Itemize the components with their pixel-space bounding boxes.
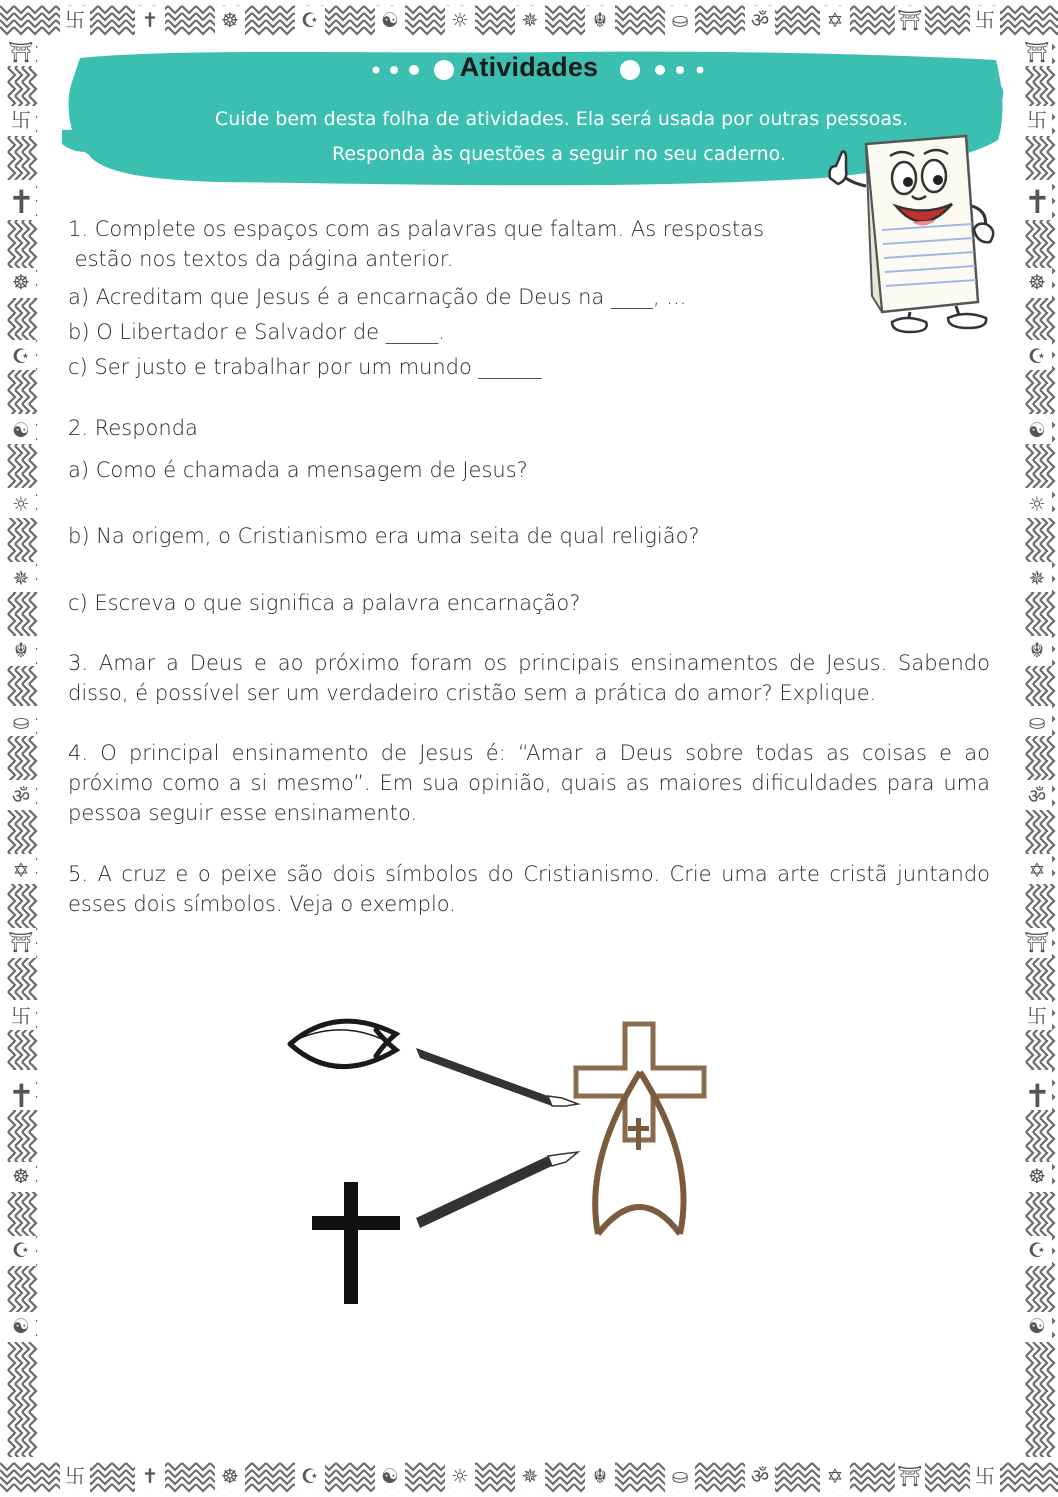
question-2c: c) Escreva o que significa a palavra encarnação? <box>68 591 581 615</box>
dharma-wheel-icon: ☸ <box>12 1164 30 1188</box>
question-1c: c) Ser justo e trabalhar por um mundo ______ <box>68 355 542 379</box>
torii-icon: ⛩ <box>8 930 34 954</box>
star-crescent-icon: ☪ <box>301 8 319 32</box>
dharma-wheel-icon: ☸ <box>221 8 239 32</box>
star-crescent-icon: ☪ <box>12 344 30 368</box>
star-crescent-icon: ☪ <box>12 1238 30 1262</box>
yin-yang-icon: ☯ <box>381 1464 399 1488</box>
sun-icon: ☼ <box>451 1464 469 1488</box>
question-1-line1: 1. Complete os espaços com as palavras que faltam. As respostas <box>68 217 765 241</box>
swastika-icon: 卐 <box>65 8 85 32</box>
turtle-icon: ⛀ <box>1028 710 1046 734</box>
swastika-icon: 卐 <box>1027 108 1047 132</box>
khanda-icon: ☬ <box>592 1464 608 1488</box>
yin-yang-icon: ☯ <box>1028 418 1046 442</box>
dharma-wheel-icon: ☸ <box>1028 1164 1046 1188</box>
arrow-fish-to-art-icon <box>416 1048 578 1106</box>
yin-yang-icon: ☯ <box>12 418 30 442</box>
swastika-icon: 卐 <box>65 1464 85 1488</box>
torii-icon: ⛩ <box>1024 40 1050 64</box>
star-icon: ✵ <box>521 1464 539 1488</box>
khanda-icon: ☬ <box>1029 638 1045 662</box>
question-1-prompt <box>68 214 808 274</box>
om-icon: ॐ <box>750 1464 770 1488</box>
star-of-david-icon: ✡ <box>826 1464 844 1488</box>
torii-icon: ⛩ <box>897 1464 923 1488</box>
khanda-icon: ☬ <box>13 638 29 662</box>
turtle-icon: ⛀ <box>671 8 689 32</box>
yin-yang-icon: ☯ <box>12 1314 30 1338</box>
cross-fish-art-icon <box>576 1024 704 1234</box>
star-crescent-icon: ☪ <box>1028 1238 1046 1262</box>
star-of-david-icon: ✡ <box>826 8 844 32</box>
question-2a: a) Como é chamada a mensagem de Jesus? <box>68 458 528 482</box>
latin-cross-icon: ✝ <box>8 1077 35 1115</box>
star-icon: ✵ <box>1028 566 1046 590</box>
latin-cross-icon: ✝ <box>8 183 35 221</box>
banner-instruction-2: Responda às questões a seguir no seu caderno. <box>332 143 786 165</box>
om-icon: ॐ <box>1027 784 1047 808</box>
star-of-david-icon: ✡ <box>12 858 30 882</box>
dharma-wheel-icon: ☸ <box>221 1464 239 1488</box>
swastika-icon: 卐 <box>11 1004 31 1028</box>
turtle-icon: ⛀ <box>12 710 30 734</box>
swastika-icon: 卐 <box>975 1464 995 1488</box>
swastika-icon: 卐 <box>1027 1004 1047 1028</box>
question-3: 3. Amar a Deus e ao próximo foram os principais ensinamentos de Jesus. Sabendo disso, é possível ser um verdadeiro cristão sem a prática do amor? Explique. <box>68 651 990 705</box>
torii-icon: ⛩ <box>1024 930 1050 954</box>
om-icon: ॐ <box>750 8 770 32</box>
star-of-david-icon: ✡ <box>1028 858 1046 882</box>
yin-yang-icon: ☯ <box>381 8 399 32</box>
arrow-cross-to-art-icon <box>416 1152 578 1228</box>
christian-art-example <box>280 1010 720 1320</box>
dharma-wheel-icon: ☸ <box>1028 270 1046 294</box>
yin-yang-icon: ☯ <box>1028 1314 1046 1338</box>
latin-cross-icon: ✝ <box>141 1464 159 1488</box>
swastika-icon: 卐 <box>11 108 31 132</box>
latin-cross-icon: ✝ <box>141 8 159 32</box>
question-5: 5. A cruz e o peixe são dois símbolos do Cristianismo. Crie uma arte cristã juntando esses dois símbolos. Veja o exemplo. <box>68 862 990 916</box>
latin-cross-icon: ✝ <box>1024 183 1051 221</box>
torii-icon: ⛩ <box>8 40 34 64</box>
latin-cross-icon <box>312 1182 400 1304</box>
khanda-icon: ☬ <box>592 8 608 32</box>
ichthys-icon <box>288 1021 396 1066</box>
question-1a: a) Acreditam que Jesus é a encarnação de Deus na ____, ... <box>68 285 687 309</box>
sun-icon: ☼ <box>451 8 469 32</box>
dharma-wheel-icon: ☸ <box>12 270 30 294</box>
star-icon: ✵ <box>12 566 30 590</box>
star-crescent-icon: ☪ <box>301 1464 319 1488</box>
turtle-icon: ⛀ <box>671 1464 689 1488</box>
question-2-prompt: 2. Responda <box>68 416 198 440</box>
om-icon: ॐ <box>11 784 31 808</box>
star-icon: ✵ <box>521 8 539 32</box>
question-4: 4. O principal ensinamento de Jesus é: “Amar a Deus sobre todas as coisas e ao próximo como a si mesmo”. Em sua opinião, quais as maiores dificuldades para uma pessoa seguir esse ensinamento. <box>68 741 990 825</box>
question-1-line2: estão nos textos da página anterior. <box>68 247 454 271</box>
torii-icon: ⛩ <box>897 8 923 32</box>
sun-icon: ☼ <box>12 492 30 516</box>
banner-instruction-1: Cuide bem desta folha de atividades. Ela será usada por outras pessoas. <box>214 108 908 130</box>
star-crescent-icon: ☪ <box>1028 344 1046 368</box>
sun-icon: ☼ <box>1028 492 1046 516</box>
question-1b: b) O Libertador e Salvador de _____. <box>68 320 445 344</box>
page-title: Atividades <box>459 52 599 82</box>
question-2b: b) Na origem, o Cristianismo era uma seita de qual religião? <box>68 524 700 548</box>
latin-cross-icon: ✝ <box>1024 1077 1051 1115</box>
swastika-icon: 卐 <box>975 8 995 32</box>
